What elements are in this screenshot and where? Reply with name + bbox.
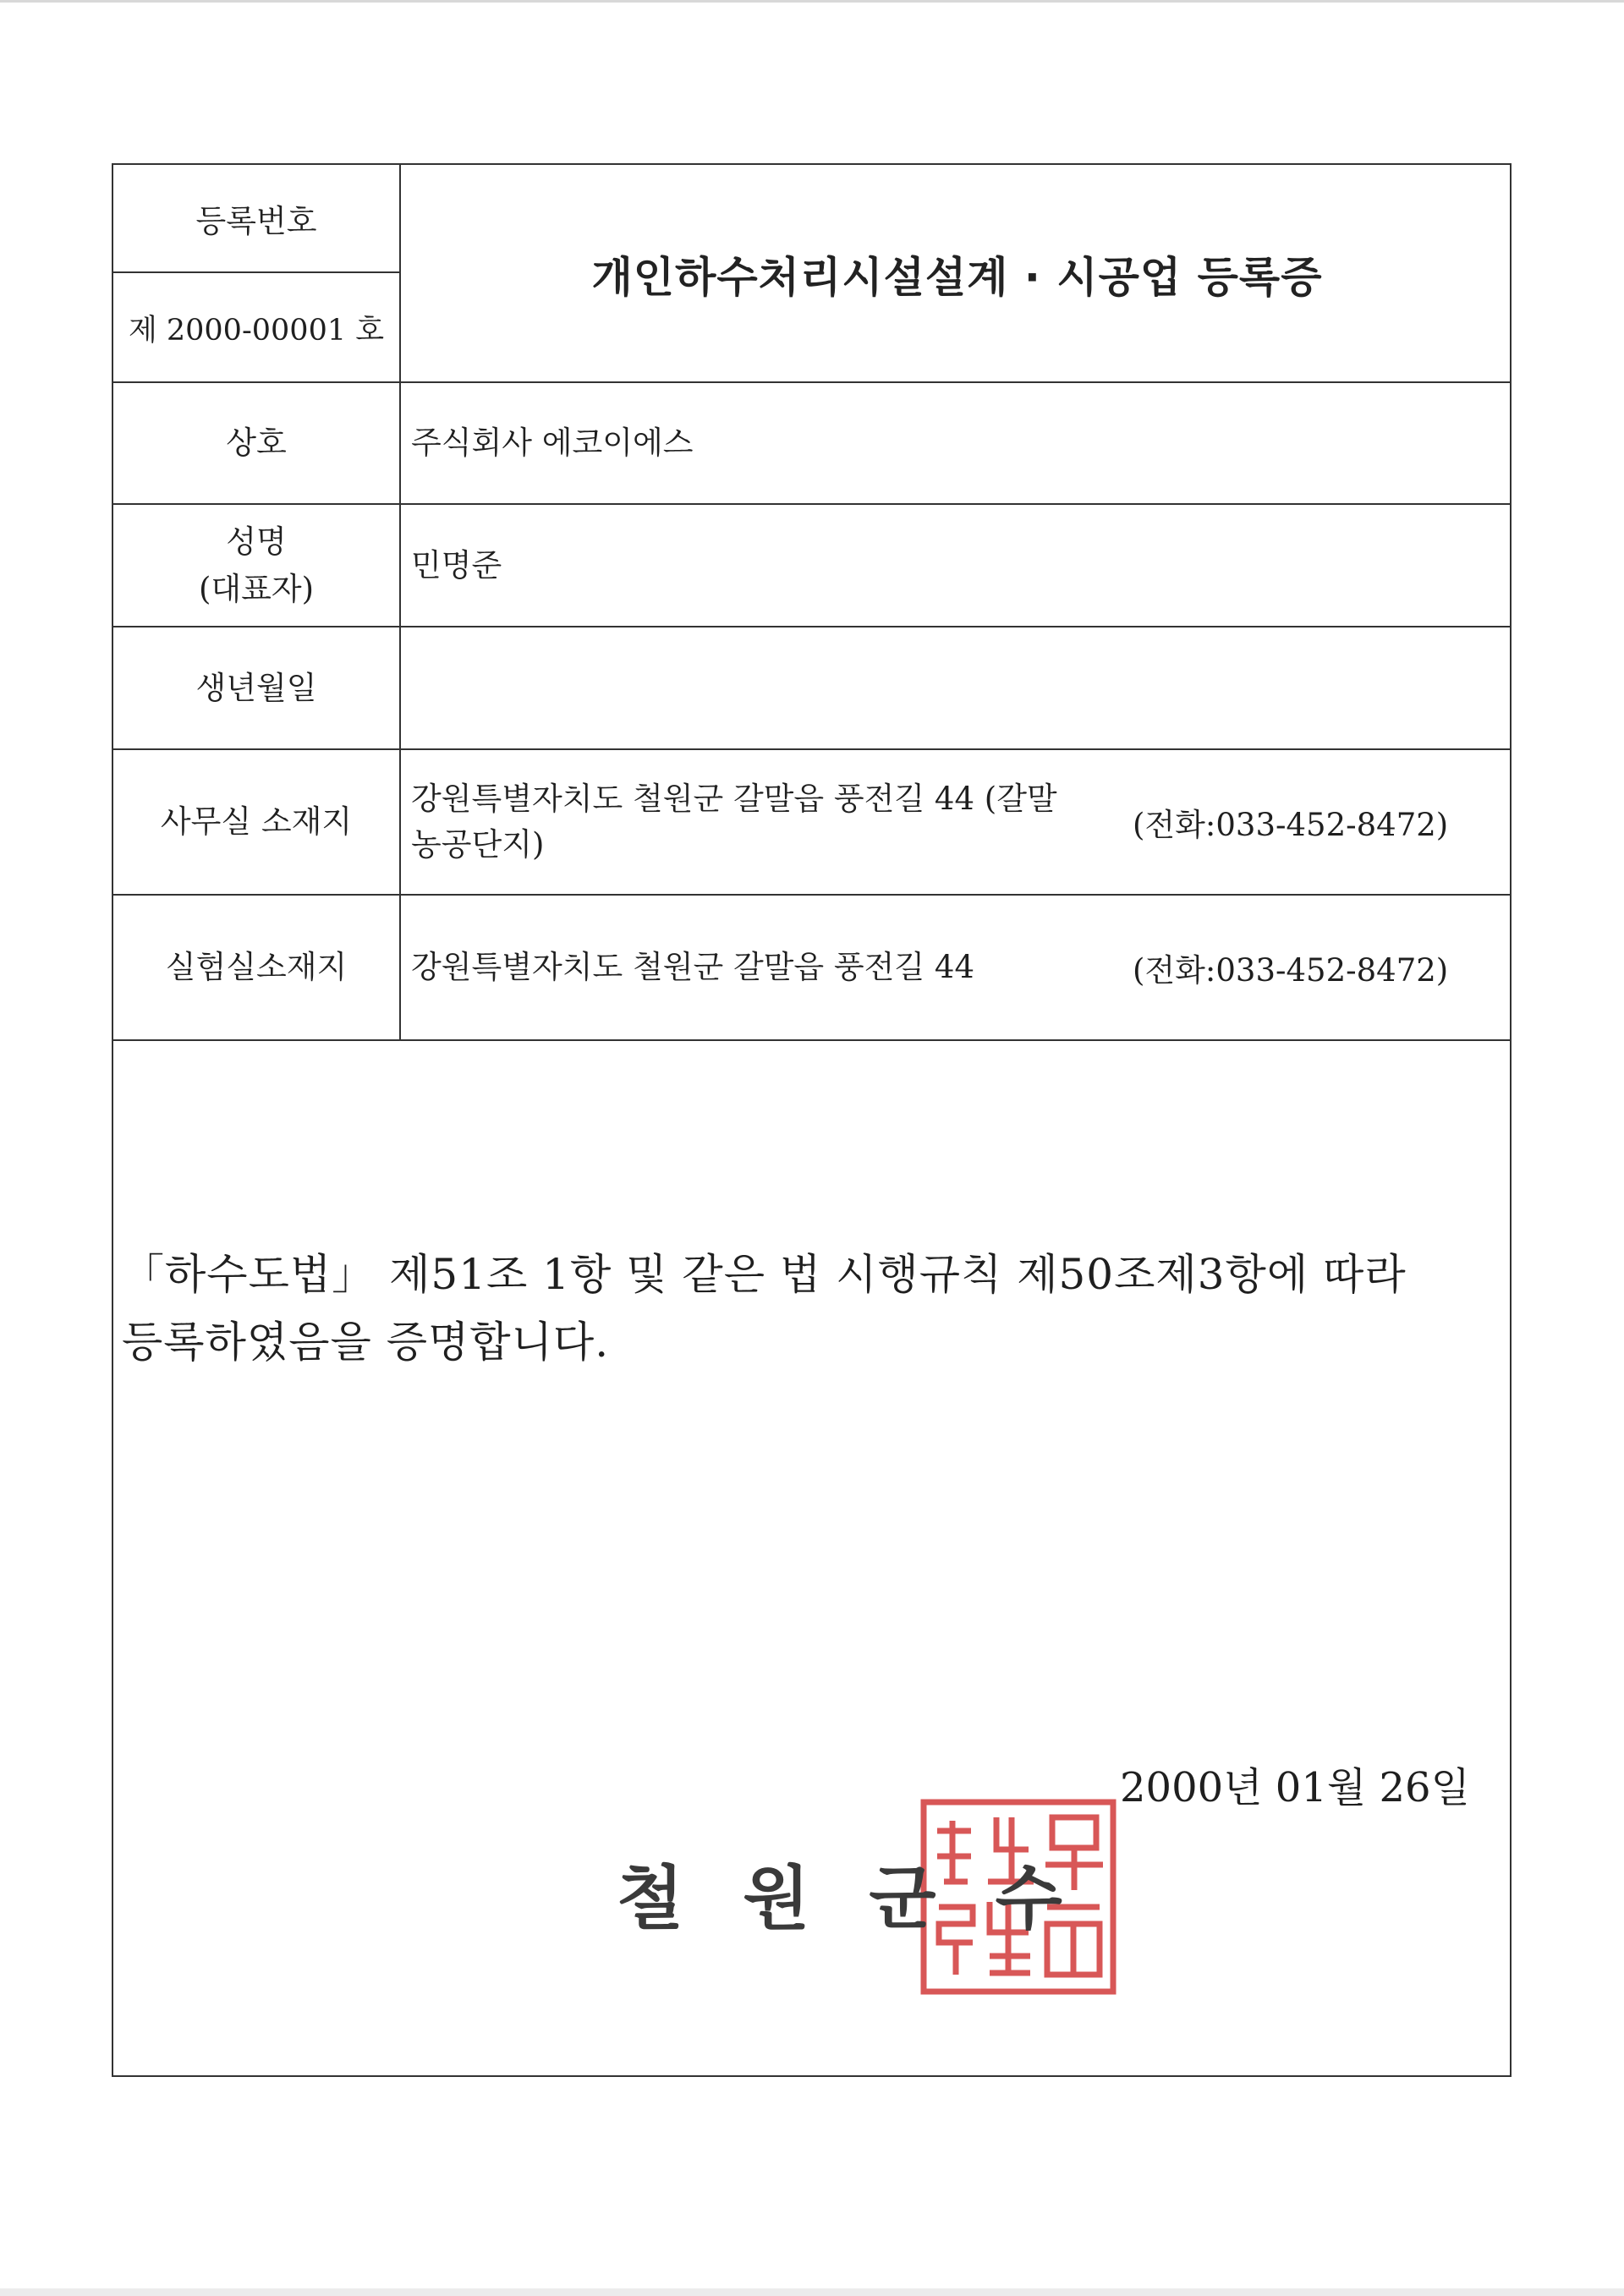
name-label [113,505,399,626]
name-label-line1: 성명 [226,523,287,560]
birth-label: 생년월일 [195,669,317,706]
company-label: 상호 [226,425,287,462]
divider [113,1039,1510,1041]
office-address [411,750,1057,894]
office-phone: (전화:033-452-8472) [1133,807,1449,843]
name-value: 민명준 [411,546,502,584]
office-address-line1: 강원특별자치도 철원군 갈말읍 풍전길 44 (갈말 [411,781,1057,818]
lab-phone: (전화:033-452-8472) [1133,952,1449,989]
issuer-name: 철원군수 [617,1859,1122,1939]
office-label: 사무실 소재지 [160,803,353,841]
page-edge [0,2288,1624,2296]
certification-statement [122,1241,1492,1376]
certificate-frame [112,163,1512,2077]
registration-number: 제 2000-00001 호 [128,314,385,348]
registration-label: 등록번호 [195,203,317,239]
certificate-title: 개인하수처리시설설계 · 시공업 등록증 [591,253,1323,302]
name-label-line2: (대표자) [198,570,315,607]
page-edge [0,0,1624,3]
lab-label: 실험실소재지 [165,949,348,986]
lab-address: 강원특별자치도 철원군 갈말읍 풍전길 44 [411,949,974,986]
office-address-line2: 농공단지) [411,826,545,863]
company-value: 주식회사 에코이에스 [411,425,694,462]
statement-line1: 「하수도법」 제51조 1항 및 같은 법 시행규칙 제50조제3항에 따라 [122,1250,1407,1299]
statement-line2: 등록하였음을 증명합니다. [122,1318,610,1367]
issue-date: 2000년 01월 26일 [1120,1764,1470,1811]
